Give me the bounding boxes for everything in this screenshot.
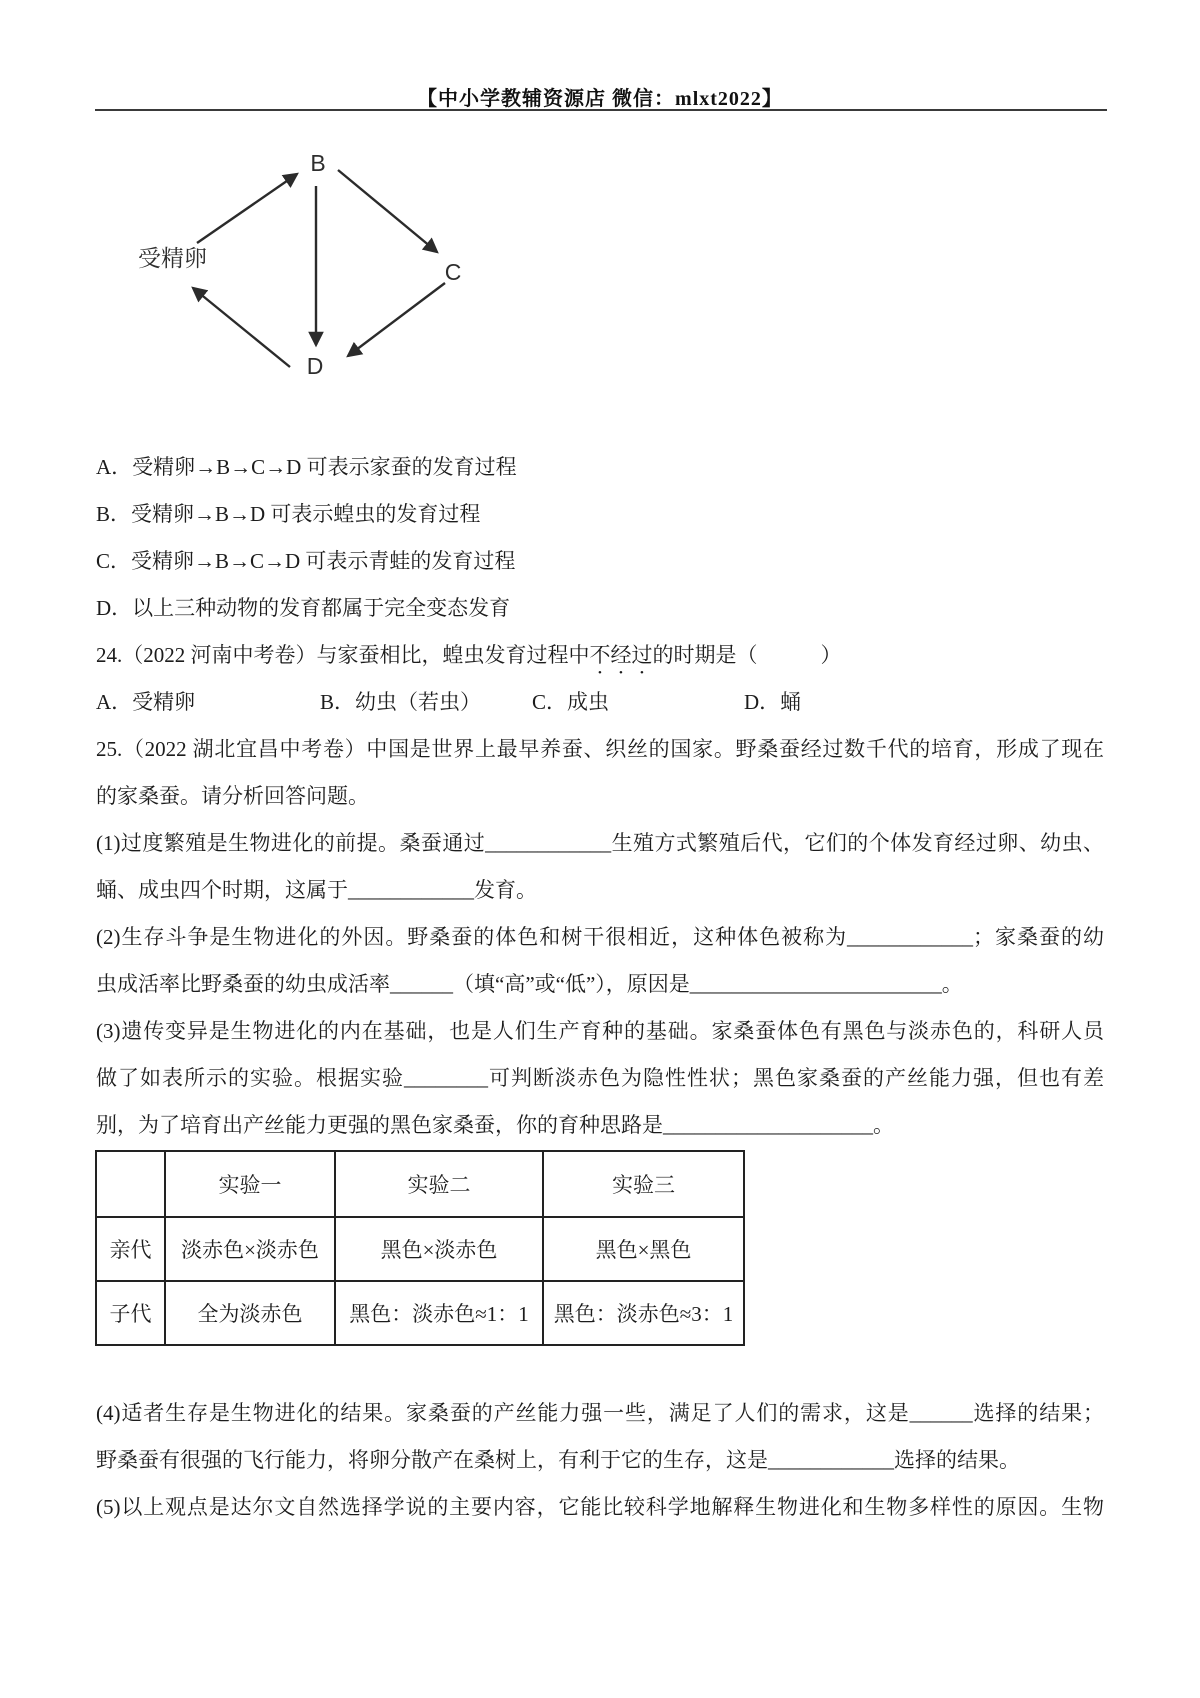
q24-stem-prefix: 24.（2022 河南中考卷）与家蚕相比，蝗虫发育过程中 <box>96 643 590 667</box>
development-cycle-diagram <box>90 130 510 410</box>
q23-option-b: B．受精卵→B→D 可表示蝗虫的发育过程 <box>96 502 481 526</box>
q25-intro-line2: 的家桑蚕。请分析回答问题。 <box>96 784 369 808</box>
q23-option-a: A．受精卵→B→C→D 可表示家蚕的发育过程 <box>96 455 517 479</box>
diagram-label-b: B <box>310 150 326 176</box>
q25-part3-line2: 做了如表所示的实验。根据实验________可判断淡赤色为隐性性状；黑色家桑蚕的产丝能力强，但也有差 <box>96 1066 1104 1090</box>
row-label-parents: 亲代 <box>96 1217 165 1281</box>
parents-exp3: 黑色×黑色 <box>543 1217 744 1281</box>
arrow-b-to-c <box>338 170 437 252</box>
q24-stem-suffix: 的时期是（ ） <box>652 643 842 667</box>
q24-stem-emphasis: 不经过 <box>589 643 653 667</box>
parents-exp1: 淡赤色×淡赤色 <box>165 1217 335 1281</box>
experiment-table <box>95 1150 745 1346</box>
question-body <box>0 444 1200 1149</box>
offspring-exp3: 黑色：淡赤色≈3：1 <box>543 1281 744 1345</box>
header-cell-exp2: 实验二 <box>335 1151 543 1217</box>
parents-exp2: 黑色×淡赤色 <box>335 1217 543 1281</box>
diagram-label-egg: 受精卵 <box>138 245 207 271</box>
q25-part2-line1: (2)生存斗争是生物进化的外因。野桑蚕的体色和树干很相近，这种体色被称为____________；家桑蚕的幼 <box>96 925 1104 949</box>
header-cell-exp1: 实验一 <box>165 1151 335 1217</box>
q25-part3-line3: 别，为了培育出产丝能力更强的黑色家桑蚕，你的育种思路是____________________。 <box>96 1113 894 1137</box>
q24-options-row <box>96 679 1104 726</box>
q25-part5-line1: (5)以上观点是达尔文自然选择学说的主要内容，它能比较科学地解释生物进化和生物多样性的原因。生物 <box>96 1495 1104 1519</box>
arrow-d-to-egg <box>193 288 290 367</box>
offspring-exp2: 黑色：淡赤色≈1：1 <box>335 1281 543 1345</box>
q25-part2-line2: 虫成活率比野桑蚕的幼虫成活率______（填“高”或“低”），原因是________________________。 <box>96 972 963 996</box>
q24-option-b: B．幼虫（若虫） <box>320 690 482 714</box>
q25-part3-line1: (3)遗传变异是生物进化的内在基础，也是人们生产育种的基础。家桑蚕体色有黑色与淡赤色的，科研人员 <box>96 1019 1104 1043</box>
row-label-offspring: 子代 <box>96 1281 165 1345</box>
header-cell-blank <box>96 1151 165 1217</box>
diagram-label-d: D <box>306 353 324 379</box>
q25-part1-line2: 蛹、成虫四个时期，这属于____________发育。 <box>96 878 537 902</box>
header-cell-exp3: 实验三 <box>543 1151 744 1217</box>
q25-intro-line1: 25.（2022 湖北宜昌中考卷）中国是世界上最早养蚕、织丝的国家。野桑蚕经过数千代的培育，形成了现在 <box>96 737 1104 761</box>
table-row-parents <box>96 1217 744 1281</box>
q23-option-c: C．受精卵→B→C→D 可表示青蛙的发育过程 <box>96 549 516 573</box>
q24-option-a: A．受精卵 <box>96 690 196 714</box>
diagram-label-c: C <box>444 259 462 285</box>
diagram-arrows <box>193 170 445 367</box>
header-divider <box>95 109 1107 111</box>
q24-option-c: C．成虫 <box>532 690 610 714</box>
arrow-c-to-d <box>348 283 445 356</box>
q24-option-d: D．蛹 <box>744 690 802 714</box>
q24-stem <box>96 632 1104 679</box>
q25-part1-line1: (1)过度繁殖是生物进化的前提。桑蚕通过____________生殖方式繁殖后代，它们的个体发育经过卵、幼虫、 <box>96 831 1104 855</box>
arrow-egg-to-b <box>197 174 297 243</box>
q25-part4-line2: 野桑蚕有很强的飞行能力，将卵分散产在桑树上，有利于它的生存，这是____________选择的结果。 <box>96 1448 1020 1472</box>
offspring-exp1: 全为淡赤色 <box>165 1281 335 1345</box>
experiment-table-header-row <box>96 1151 744 1217</box>
question-body-continued <box>0 1390 1200 1531</box>
page-header-title: 【中小学教辅资源店 微信：mlxt2022】 <box>417 88 783 110</box>
table-row-offspring <box>96 1281 744 1345</box>
q25-part4-line1: (4)适者生存是生物进化的结果。家桑蚕的产丝能力强一些，满足了人们的需求，这是______选择的结果； <box>96 1401 1104 1425</box>
q23-option-d: D．以上三种动物的发育都属于完全变态发育 <box>96 596 511 620</box>
